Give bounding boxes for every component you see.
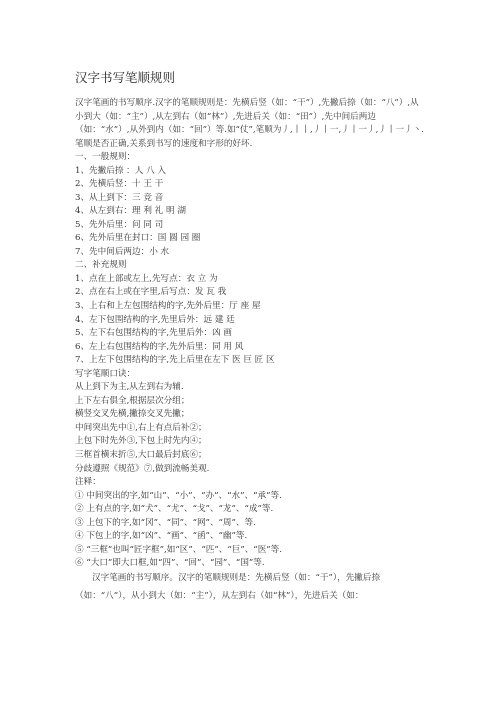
rule-line: 注释： bbox=[75, 477, 101, 488]
rule-line: 横竖交叉先横,撇捺交叉先撇； bbox=[75, 409, 190, 420]
rule-line: 从上到下为主,从左到右为辅. bbox=[75, 382, 184, 393]
rule-line: ⑤ “三框”也叫“匠字框”,如“区”、“匹”、“巨”、“医”等. bbox=[75, 544, 283, 555]
rule-line: 中间突出先中①,右上有点后补②； bbox=[75, 422, 207, 433]
rule-line: 3、从上到下：三 竞 音 bbox=[75, 192, 164, 203]
rule-line: ② 上有点的字,如“犬”、“尤”、“戈”、“龙”、“成”等. bbox=[75, 504, 274, 515]
rule-line: ④ 下包上的字,如“凶”、“画”、“函”、“幽”等. bbox=[75, 531, 248, 542]
rule-line: 6、左上右包围结构的字,先外后里：同 用 风 bbox=[75, 341, 244, 352]
rule-line: 6、先外后里在封口：国 圆 园 圈 bbox=[75, 233, 201, 244]
rule-line: 三框首横末折⑤,大口最后封底⑥； bbox=[75, 450, 207, 461]
rule-line: 4、从左到右：理 利 礼 明 湖 bbox=[75, 206, 186, 217]
rule-line: 7、上左下包围结构的字,先上后里在左下 医 巨 匠 区 bbox=[75, 355, 275, 366]
rule-line: 上包下时先外③,下包上时先内④； bbox=[75, 436, 207, 447]
document-title: 汉字书写笔顺规则 bbox=[75, 70, 176, 85]
rule-line: 5、左下右包围结构的字,先里后外：凶 画 bbox=[75, 328, 233, 339]
rule-line: 分歧遵照《规范》⑦,做到流畅美观. bbox=[75, 463, 210, 474]
rule-line: 1、点在上部或左上,先写点：衣 立 为 bbox=[75, 273, 218, 284]
rule-line: ⑥ “大口”即大口框,如“四”、“回”、“园”、“国”等. bbox=[75, 558, 265, 569]
rule-line: ① 中间突出的字,如“山”、“小”、“办”、“水”、“承”等. bbox=[75, 490, 282, 501]
rule-line: 2、点在右上或在字里,后写点：发 瓦 我 bbox=[75, 287, 227, 298]
rule-line: 二、补充规则 bbox=[75, 260, 127, 271]
rule-line: 1、先撇后捺 ：人 八 入 bbox=[75, 165, 167, 176]
rule-line: 3、上右和上左包围结构的字,先外后里：厅 座 屋 bbox=[75, 301, 261, 312]
rules-list bbox=[75, 151, 435, 571]
rule-line: 7、先中间后两边：小 水 bbox=[75, 246, 170, 257]
intro-paragraph: 汉字笔画的书写顺序.汉字的笔顺规则是：先横后竖（如：“干”）,先撇后捺（如：“八”）,从小到大（如：“主”）,从左到右（如“林”）,先进后关（如：“田”）,先中间后两边（如：“水”）,从外到内（如：“回”）等.如“仗”,笔顺为丿,丨丨,丿丨一,丿丨一丿,丿丨一丿丶.笔顺是否正确,关系到书写的速度和字形的好坏. bbox=[75, 98, 424, 149]
rule-line: 写字笔顺口诀： bbox=[75, 368, 136, 379]
rule-line: 上下左右俱全,根据层次分组； bbox=[75, 395, 190, 406]
rule-line: ③ 上包下的字,如“冈”、“同”、“网”、“周”、等. bbox=[75, 517, 256, 528]
second-paragraph: 汉字笔画的书写顺序。汉字的笔顺规则是：先横后竖（如：“干”），先撇后捺（如：“八”），从小到大（如：“主”），从左到右（如“林”），先进后关（如： bbox=[75, 573, 381, 601]
rule-line: 4、左下包围结构的字,先里后外：远 建 廷 bbox=[75, 314, 235, 325]
rule-line: 5、先外后里：问 同 司 bbox=[75, 219, 164, 230]
rule-line: 2、先横后竖：十 王 干 bbox=[75, 179, 164, 190]
rule-line: 一、一般规则： bbox=[75, 152, 136, 162]
